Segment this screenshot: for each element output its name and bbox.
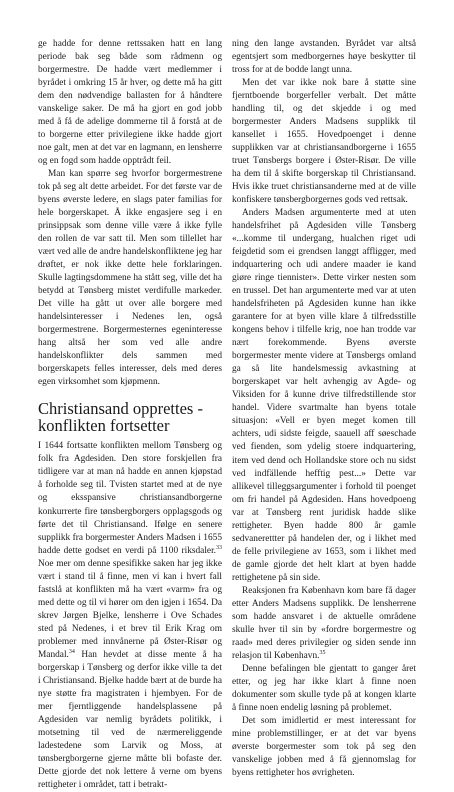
left-column [38,38,222,792]
footnote-ref: 33 [216,544,222,551]
paragraph: Det som imidlertid er mest interessant for mine problemstillinger, er at det var byens øverste borgermester som tok på seg den vanskelige jobben med å få gjennomslag for byens rettigheter hos øvrigheten. [232,715,416,778]
paragraph: Men det var ikke nok bare å støtte sine fjerntboende borgerfeller verbalt. Det måtte handling til, og det skjedde i og med borgermester Anders Madsens supplikk til kansellet i 1655. Hovedpoenget i denne supplikken var at christiansandborgerne i 1655 truet Tønsbergs borgere i Øster-Risør. De ville ha dem til å skifte borgerskap til Christiansand. Hvis ikke truet christiansanderne med at de ville konfiskere tønsbergborgernes gods ved rettsak. [232,78,416,206]
footnote-ref: 35 [319,649,326,656]
paragraph: Anders Madsen argumenterte med at uten handelsfrihet på Agdesiden ville Tønsberg «...komme til undergang, hualchen riget udi feigdetid som ei grendsen langgt affligger, med indquartering och udi andere maader ie kand giøre ringe tiennister». Dette virker nesten som en trussel. Det han argumenterte med var at uten handelsfriheten på Agdesiden kunne han ikke garantere for at byen ville klare å tilfredsstille kongens behov i tilfelle krig, noe han trodde var nært forekommende. Byens øverste borgermester mente videre at Tønsbergs omland ga så lite handelsmessig avkastning at borgerskapet var helt avhengig av Agde- og Viksiden for å kunne drive tilfredstillende stor handel. Videre svartmalte han byens totale situasjon: «Vell er byen meget komen till achters, udi sidste feigde, saauell aff søeschade ved fienden, som ydelig stoere indquartering, item ved dend och Hollandske store och nu sidst ved indfällende hefftig pest...» Dette var allikevel tilleggsargumenter i forhold til poenget om fri handel på Agdesiden. Hans hovedpoeng var at Tønsberg rent juridisk hadde slike rettigheter. Byen hadde 800 år gamle sedvanerettter på handelen der, og i likhet med de felle privilegiene av 1653, som i likhet med de gamle gjorde det helt klart at byen hadde rettighetene på sin side. [232,208,416,583]
paragraph-text: Han hevdet at disse mente å ha borgerskap i Tønsberg og derfor ikke ville ta det i Christiansand. Bjelke hadde bært at de burde ha nye støtte fra magistraten i hjembyen. For de mer fjerntliggende handelsplassene på Agdesiden var nemlig byrådets politikk, i motsetning til ved de nærmereliggende ladestedene som Larvik og Moss, at tønsbergborgerne gjerne måtte bli bofaste der. Dette gjorde det nok lettere å verne om byens rettigheter i området, tatt i betrakt- [38,649,222,790]
paragraph: Denne befalingen ble gjentatt to ganger året etter, og jeg har ikke klart å finne noen dokumenter som skulle tyde på at kongen klarte å finne noen endelig løsning på problemet. [232,663,416,713]
footnote-ref: 34 [68,648,75,655]
paragraph: ning den lange avstanden. Byrådet var altså egentsjert som medborgernes høye beskytter til tross for at de bodde langt unna. [232,39,416,76]
paragraph-text: Reaksjonen fra København kom bare få dager etter Anders Madsens supplikk. De lensherrene som hadde ansvaret i de aktuelle områdene skulle hver til sin by «fordre borgermestre og raad» med deres privilegier og siden sende inn relasjon til København. [232,585,416,661]
paragraph [232,585,416,663]
paragraph-text: I 1644 fortsatte konflikten mellom Tønsberg og folk fra Agdesiden. Den store forskjellen fra tidligere var at man nå hadde en annen kjøpstad å forholde seg til. Tvisten startet med at de nye og eksspansive christiansandborgerne konkurrerte fire tønsbergborgers opplagsgods og førte det til Christiansand. Ifølge en senere supplikk fra borgermester Anders Madsen i 1655 hadde dette godset en verdi på 1100 riksdaler. [38,441,222,556]
paragraph-text: Noe mer om denne spesifikke saken har jeg ikke vært i stand til å finne, men vi kan i hvert fall fastslå at konflikten må ha vært «varm» fra og med dette og til vi hører om den igjen i 1654. Da skrev Jørgen Bjelke, lensherre i Ove Schades sted på Nedenes, i et brev til Erik Krag om problemer med innvånerne på Øster-Risør og Mandal. [38,558,222,660]
paragraph: ge hadde for denne rettssaken hatt en lang periode bak seg både som rådmenn og borgermestre. De hadde vært medlemmer i byrådet i omkring 15 år hver, og dette må ha gitt dem den nødvendige ballasten for å håndtere vanskelige saker. De må ha gjort en god jobb med å få de adelige dommerne til å forstå at de to borgerne etter privilegiene ikke hadde gjort noe galt, men at det var en lagmann, en lensherre og en fogd som hadde opptrådt feil. [38,39,222,167]
section-heading: Christiansand opprettes - konflikten fortsetter [38,399,203,436]
paragraph: Man kan spørre seg hvorfor borgermestrene tok på seg alt dette arbeidet. For det første var de byens øverste ledere, en slags pater familias for hele borgerskapet. Å ikke engasjere seg i en prinsippsak som denne ville være å ikke fylle den rollen de var satt til. Men som tillellet har vært ved alle de andre handelskonfliktene jeg har drøftet, er nok ikke dette hele forklaringen. Skulle lagtingsdommene ha stått seg, ville det ha betydd at Tønsberg mistet verdifulle markeder. Det ville ha gått ut over alle borgere med handelsinteresser i Nedenes len, også borgermestrene. Borgermesternes egeninteresse hang altså her som ved alle andre handelskonflikter dels sammen med borgerskapets felles interesser, dels med deres egen virksomhet som kjøpmenn. [38,169,222,388]
right-column [232,38,416,780]
paragraph [38,440,222,791]
